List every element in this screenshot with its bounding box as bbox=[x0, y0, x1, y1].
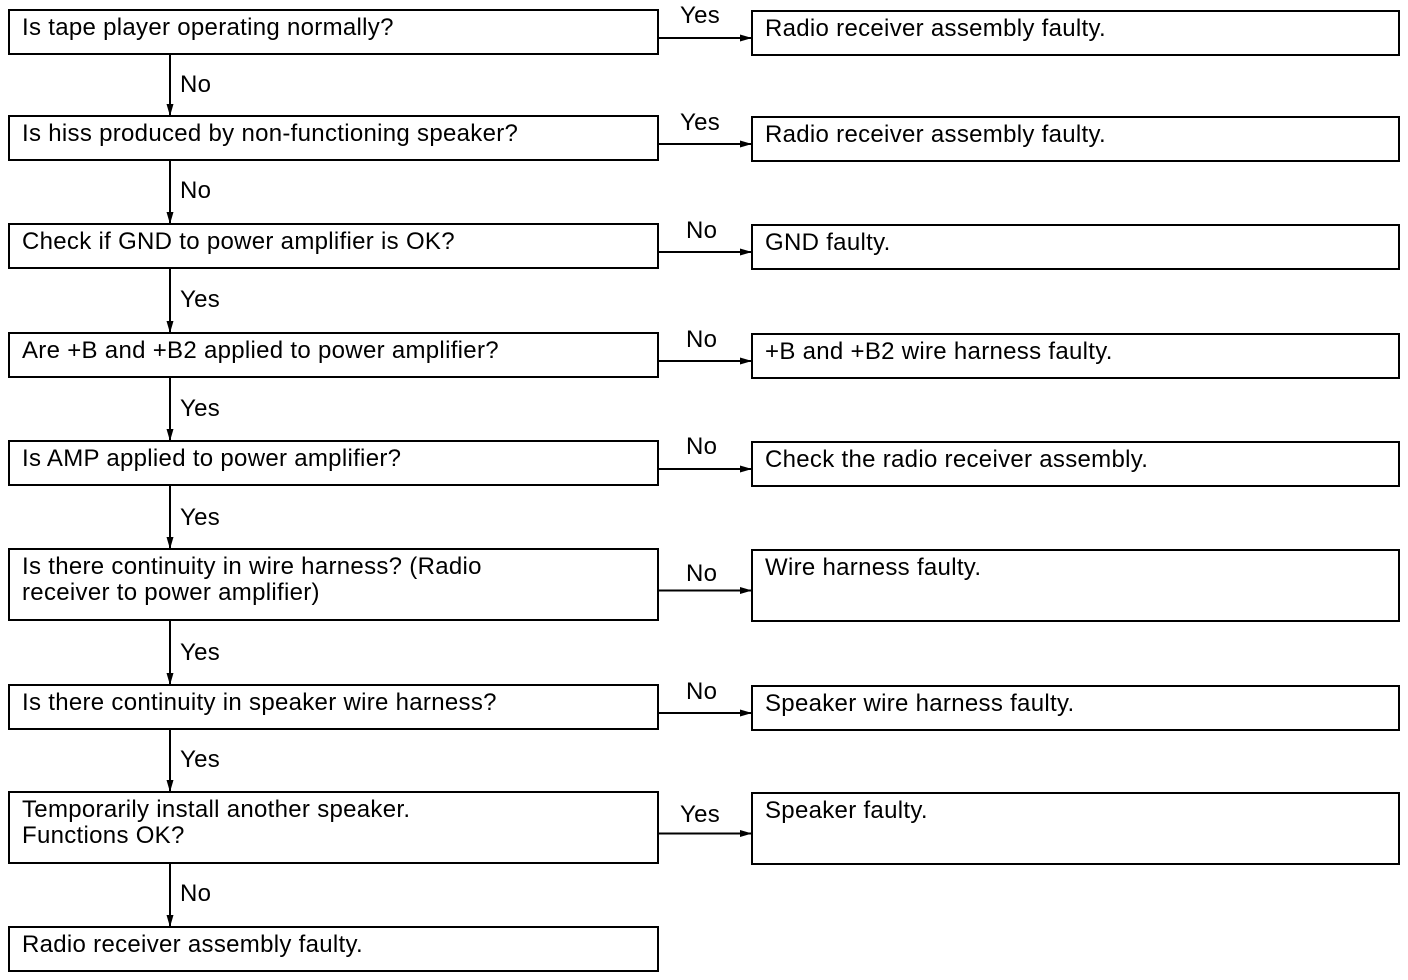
result-box-1: Radio receiver assembly faulty. bbox=[751, 10, 1400, 56]
question-box-4: Are +B and +B2 applied to power amplifier? bbox=[8, 332, 659, 378]
question-box-8: Temporarily install another speaker. Functions OK? bbox=[8, 791, 659, 864]
result-box-4: +B and +B2 wire harness faulty. bbox=[751, 333, 1400, 379]
question-box-3: Check if GND to power amplifier is OK? bbox=[8, 223, 659, 269]
next-label-4: Yes bbox=[180, 395, 221, 422]
result-box-2: Radio receiver assembly faulty. bbox=[751, 116, 1400, 162]
result-box-3: GND faulty. bbox=[751, 224, 1400, 270]
next-label-5: Yes bbox=[180, 504, 221, 531]
branch-label-3: No bbox=[686, 217, 718, 244]
question-box-6: Is there continuity in wire harness? (Radio receiver to power amplifier) bbox=[8, 548, 659, 621]
next-label-8: No bbox=[180, 880, 212, 907]
result-box-6: Wire harness faulty. bbox=[751, 549, 1400, 622]
question-box-7: Is there continuity in speaker wire harness? bbox=[8, 684, 659, 730]
question-box-1: Is tape player operating normally? bbox=[8, 9, 659, 55]
branch-label-6: No bbox=[686, 560, 718, 587]
question-box-5: Is AMP applied to power amplifier? bbox=[8, 440, 659, 486]
branch-label-8: Yes bbox=[680, 801, 721, 828]
next-label-3: Yes bbox=[180, 286, 221, 313]
result-box-5: Check the radio receiver assembly. bbox=[751, 441, 1400, 487]
branch-label-4: No bbox=[686, 326, 718, 353]
branch-label-7: No bbox=[686, 678, 718, 705]
result-box-8: Speaker faulty. bbox=[751, 792, 1400, 865]
next-label-2: No bbox=[180, 177, 212, 204]
next-label-1: No bbox=[180, 71, 212, 98]
final-result-box: Radio receiver assembly faulty. bbox=[8, 926, 659, 972]
result-box-7: Speaker wire harness faulty. bbox=[751, 685, 1400, 731]
question-box-2: Is hiss produced by non-functioning speaker? bbox=[8, 115, 659, 161]
branch-label-5: No bbox=[686, 433, 718, 460]
branch-label-2: Yes bbox=[680, 109, 721, 136]
branch-label-1: Yes bbox=[680, 2, 721, 29]
next-label-6: Yes bbox=[180, 639, 221, 666]
next-label-7: Yes bbox=[180, 746, 221, 773]
